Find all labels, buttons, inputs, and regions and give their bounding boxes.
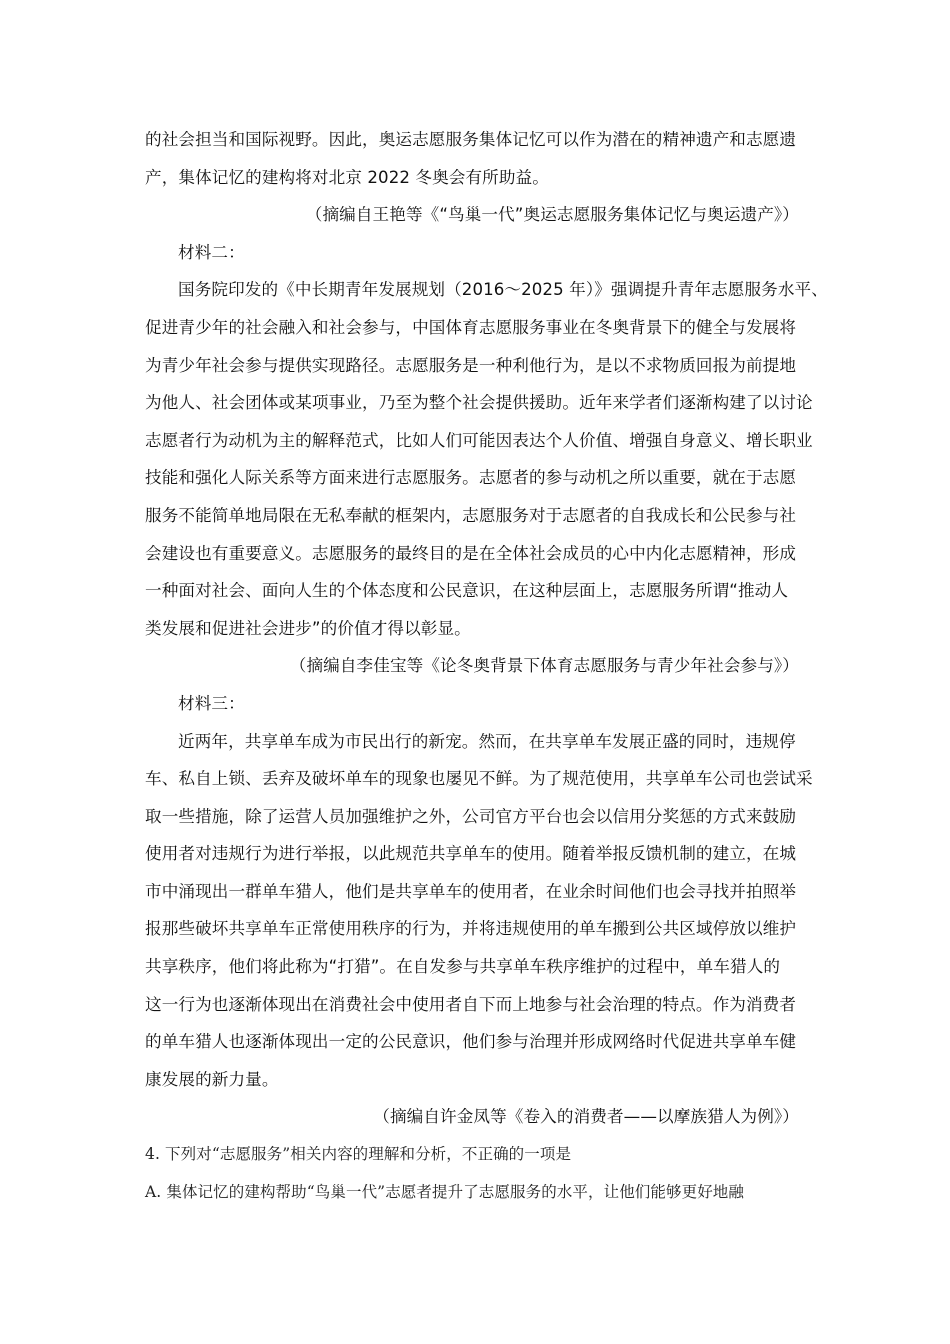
source-citation: （摘编自许金凤等《卷入的消费者——以摩族猎人为例》） — [373, 1107, 799, 1127]
paragraph-line: 的单车猎人也逐渐体现出一定的公民意识，他们参与治理并形成网络时代促进共享单车健 — [145, 1032, 797, 1052]
paragraph-line: 共享秩序，他们将此称为“打猎”。在自发参与共享单车秩序维护的过程中，单车猎人的 — [145, 957, 781, 977]
question-line: A. 集体记忆的建构帮助“鸟巢一代”志愿者提升了志愿服务的水平，让他们能够更好地融 — [145, 1182, 744, 1201]
question-line: 4. 下列对“志愿服务”相关内容的理解和分析，不正确的一项是 — [145, 1145, 572, 1164]
paragraph-line: 报那些破坏共享单车正常使用秩序的行为，并将违规使用的单车搬到公共区域停放以维护 — [145, 919, 797, 939]
document-body — [145, 121, 828, 1211]
section-heading: 材料三： — [178, 693, 245, 713]
section-heading: 材料二： — [178, 242, 245, 262]
paragraph-line: 会建设也有重要意义。志愿服务的最终目的是在全体社会成员的心中内化志愿精神，形成 — [145, 543, 797, 563]
paragraph-line: 类发展和促进社会进步”的价值才得以彰显。 — [145, 618, 471, 638]
paragraph-line: 车、私自上锁、丢弃及破坏单车的现象也屡见不鲜。为了规范使用，共享单车公司也尝试采 — [145, 769, 813, 789]
source-citation: （摘编自李佳宝等《论冬奥背景下体育志愿服务与青少年社会参与》） — [289, 656, 799, 676]
paragraph-line: 取一些措施，除了运营人员加强维护之外，公司官方平台也会以信用分奖惩的方式来鼓励 — [145, 806, 797, 826]
paragraph-line: 这一行为也逐渐体现出在消费社会中使用者自下而上地参与社会治理的特点。作为消费者 — [145, 994, 797, 1014]
paragraph-first-line: 近两年，共享单车成为市民出行的新宠。然而，在共享单车发展正盛的同时，违规停 — [178, 731, 796, 751]
source-citation: （摘编自王艳等《“鸟巢一代”奥运志愿服务集体记忆与奥运遗产》） — [305, 205, 799, 225]
paragraph-line: 的社会担当和国际视野。因此，奥运志愿服务集体记忆可以作为潜在的精神遗产和志愿遗 — [145, 130, 797, 149]
paragraph-first-line: 国务院印发的《中长期青年发展规划（2016～2025 年）》强调提升青年志愿服务水平、 — [178, 280, 828, 300]
paragraph-line: 服务不能简单地局限在无私奉献的框架内，志愿服务对于志愿者的自我成长和公民参与社 — [145, 505, 797, 525]
paragraph-line: 康发展的新力量。 — [145, 1069, 279, 1089]
paragraph-line: 使用者对违规行为进行举报，以此规范共享单车的使用。随着举报反馈机制的建立，在城 — [145, 844, 797, 864]
paragraph-line: 志愿者行为动机为主的解释范式，比如人们可能因表达个人价值、增强自身意义、增长职业 — [145, 430, 813, 450]
paragraph-line: 市中涌现出一群单车猎人，他们是共享单车的使用者，在业余时间他们也会寻找并拍照举 — [145, 881, 797, 901]
paragraph-line: 促进青少年的社会融入和社会参与，中国体育志愿服务事业在冬奥背景下的健全与发展将 — [145, 317, 797, 337]
paragraph-line: 技能和强化人际关系等方面来进行志愿服务。志愿者的参与动机之所以重要，就在于志愿 — [145, 468, 797, 488]
paragraph-line: 一种面对社会、面向人生的个体态度和公民意识，在这种层面上，志愿服务所谓“推动人 — [145, 581, 789, 601]
paragraph-line: 产，集体记忆的建构将对北京 2022 冬奥会有所助益。 — [145, 167, 549, 187]
paragraph-line: 为他人、社会团体或某项事业，乃至为整个社会提供援助。近年来学者们逐渐构建了以讨论 — [145, 393, 813, 413]
paragraph-line: 为青少年社会参与提供实现路径。志愿服务是一种利他行为，是以不求物质回报为前提地 — [145, 355, 797, 375]
